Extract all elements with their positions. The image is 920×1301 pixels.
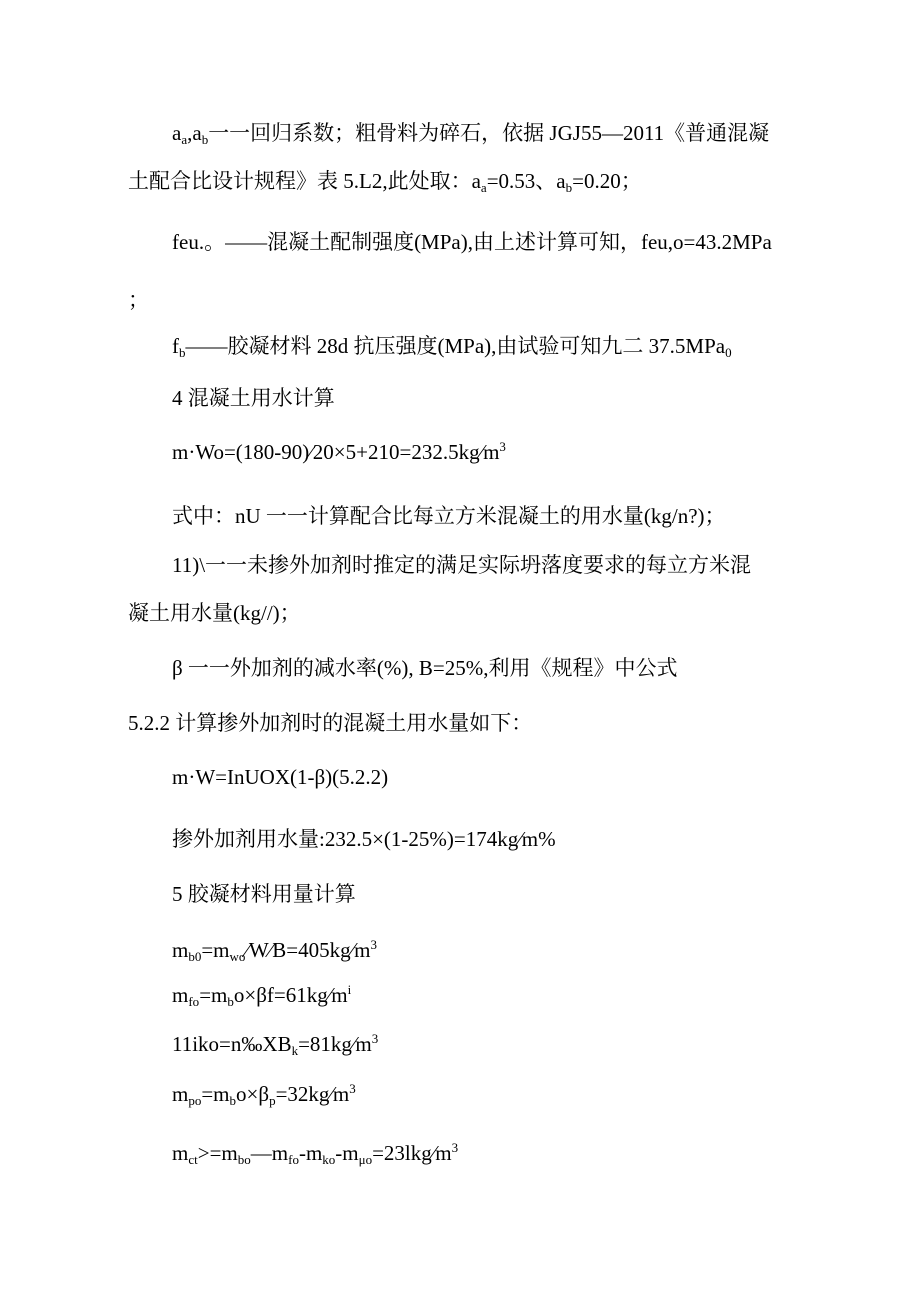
section-heading-water: 4 混凝土用水计算 [172, 386, 335, 410]
line-water-definition-cont: 凝土用水量(kg//)； [128, 601, 301, 625]
formula-slag: $11iko=n‰XB_k=81kg⁄m^3$ [172, 1031, 379, 1058]
formula-cement: $m_{ct}>=m_{bo}—m_{fo}-m_{ko}-m_{\mu o}=23lkg⁄m^3$ [172, 1140, 459, 1167]
formula-binder-total: $m_{b0}=m_{wo}⁄W⁄B=405kg⁄m^3$ [172, 937, 377, 964]
line-reduction-rate: β 一一外加剂的减水率(%), B=25%,利用《规程》中公式 [172, 656, 678, 680]
line-binder-strength: $f_b——$胶凝材料 28d 抗压强度(MPa),由试验可知九二 37.5MPa$_0$ [172, 334, 732, 360]
section-heading-binder: 5 胶凝材料用量计算 [172, 882, 356, 906]
line-water-definition: 11)\一一未掺外加剂时推定的满足实际坍落度要求的每立方米混 [172, 553, 752, 577]
formula-water-admixture: m·W=InUOX(1-β)(5.2.2) [172, 765, 389, 789]
line-formula-reference: 5.2.2 计算掺外加剂时的混凝土用水量如下： [128, 711, 533, 735]
formula-water-base: $m\cdot Wo=(180-90)⁄20\times 5+210=232.5kg⁄m^3$ [172, 439, 506, 464]
formula-fly-ash: $m_{fo}=m_bo\times\beta f=61kg⁄m^i$ [172, 982, 352, 1009]
line-mix-strength: feu.。——混凝土配制强度(MPa),由上述计算可知，feu,o=43.2MPa [172, 230, 772, 254]
line-semicolon: ； [128, 288, 149, 312]
formula-powder: $m_{po}=m_bo\times\beta_p=32kg⁄m^3$ [172, 1081, 356, 1108]
line-regulation-values: 土配合比设计规程》表 5.L2,此处取：$a_a=0.53$、$a_b=0.20$； [128, 169, 642, 195]
line-admixture-water-result: 掺外加剂用水量:232.5×(1-25%)=174kg⁄m% [172, 827, 556, 851]
line-formula-legend: 式中：nU 一一计算配合比每立方米混凝土的用水量(kg/n?)； [172, 504, 726, 528]
line-regression-coefficients: $a_a,a_b$一一回归系数；粗骨料为碎石，依据 JGJ55—2011《普通混凝 [172, 121, 770, 147]
